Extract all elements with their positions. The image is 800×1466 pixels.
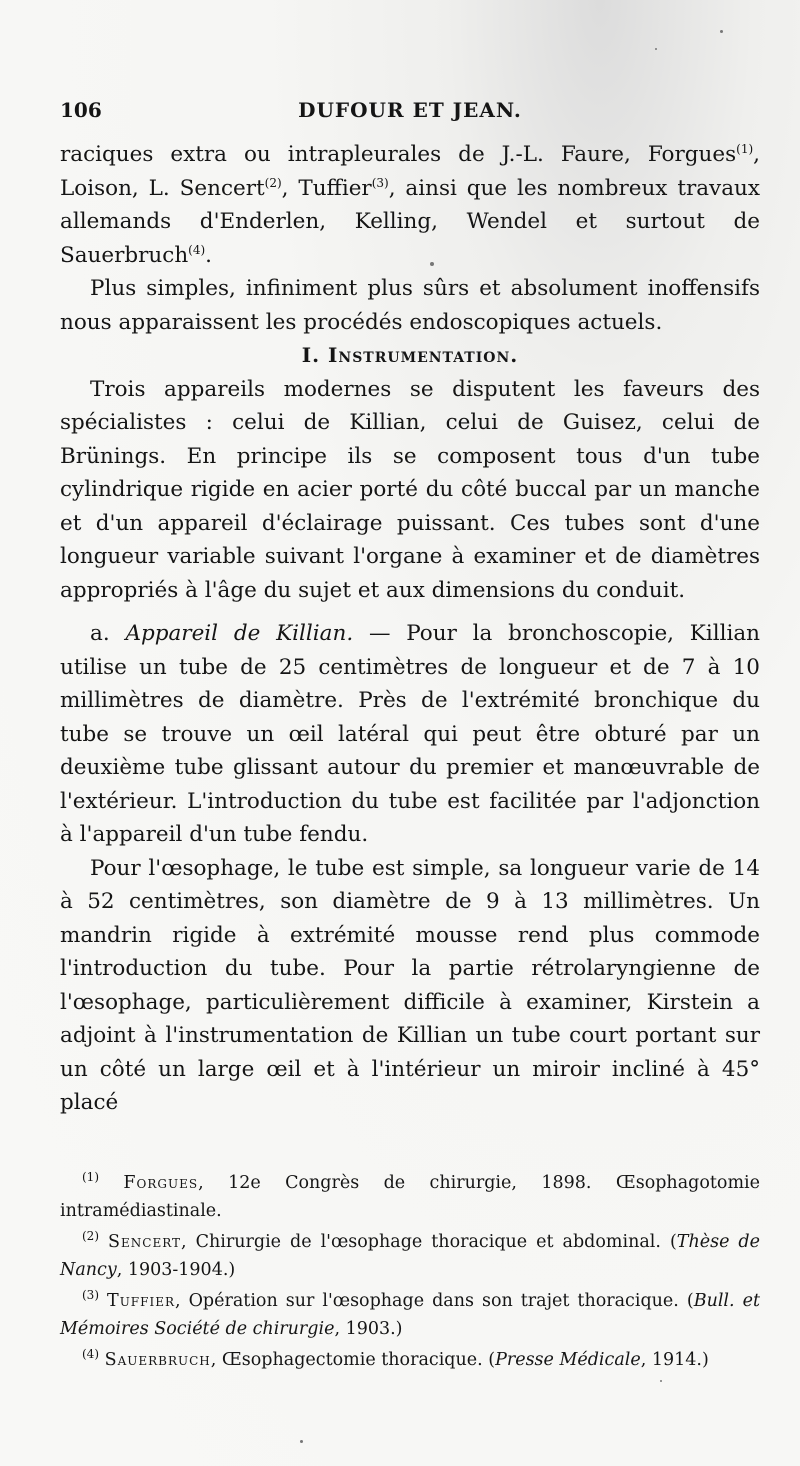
paragraph-4	[60, 617, 760, 852]
paper-speck	[720, 30, 723, 33]
footnote	[60, 1347, 760, 1375]
footnote-ref: (3)	[371, 175, 389, 190]
paper-speck	[660, 1380, 662, 1382]
footnote-text: , 1903-1904.)	[116, 1259, 236, 1280]
footnote-mark: (4)	[82, 1347, 99, 1362]
footnote	[60, 1288, 760, 1343]
footnote-mark: (3)	[82, 1288, 99, 1303]
footnote-ref: (1)	[736, 141, 754, 156]
text-span: raciques extra ou intrapleurales de J.-L. Faure, Forgues	[60, 142, 737, 167]
footnote-author: Forgues	[123, 1173, 199, 1193]
paper-speck	[300, 1440, 303, 1443]
paragraph-5: Pour l'œsophage, le tube est simple, sa longueur varie de 14 à 52 centimètres, son diamètre de 9 à 13 millimètres. Un mandrin rigide à extrémité mousse rend plus commode l'introduction du tube. Pour la partie rétrolaryngienne de l'œsophage, particulièrement difficile à examiner, Kirstein a adjoint à l'instrumentation de Killian un tube court portant sur un côté un large œil et à l'intérieur un miroir incliné à 45° placé	[60, 855, 760, 1115]
paragraph-3: Trois appareils modernes se disputent les faveurs des spécialistes : celui de Killian, celui de Guisez, celui de Brünings. En principe ils se composent tous d'un tube cylindrique rigide en acier porté du côté buccal par un manche et d'un appareil d'éclairage puissant. Ces tubes sont d'une longueur variable suivant l'organe à examiner et de diamètres appropriés à l'âge du sujet et aux dimensions du conduit.	[60, 376, 760, 603]
footnote-mark: (1)	[82, 1170, 99, 1185]
main-text	[60, 138, 760, 1120]
running-head: DUFOUR ET JEAN.	[298, 98, 522, 122]
footnote-text: , 12e Congrès de chirurgie, 1898. Œsophagotomie intramédiastinale.	[60, 1173, 760, 1221]
footnote-mark: (2)	[82, 1229, 99, 1244]
text-span: , ainsi que les nombreux travaux allemands d'Enderlen, Kelling, Wendel et surtout de Sauerbruch	[60, 175, 760, 268]
item-title: Appareil de Killian.	[125, 621, 354, 646]
footnote-text: , 1914.)	[640, 1350, 709, 1370]
page-header	[60, 98, 760, 128]
footnote-author: Tuffier	[107, 1291, 175, 1311]
text-span: — Pour la bronchoscopie, Killian utilise un tube de 25 centimètres de longueur et de 7 à 10 millimètres de diamètre. Près de l'extrémité bronchique du tube se trouve un œil latéral qui peut être obturé par un deuxième tube glissant autour du premier et manœuvrable de l'extérieur. L'introduction du tube est facilitée par l'adjonction à l'appareil d'un tube fendu.	[60, 621, 760, 847]
paper-speck	[655, 48, 657, 50]
paragraph-2: Plus simples, infiniment plus sûrs et absolument inoffensifs nous apparaissent les procédés endoscopiques actuels.	[60, 276, 760, 335]
paragraph-1	[60, 138, 760, 272]
footnotes	[60, 1170, 760, 1379]
footnote	[60, 1229, 760, 1284]
footnote-author: Sauerbruch	[104, 1350, 211, 1370]
footnote-source: Thèse de Nancy	[60, 1232, 760, 1280]
footnote-author: Sencert	[108, 1232, 182, 1252]
item-label: a.	[90, 621, 110, 646]
footnote-ref: (2)	[264, 175, 282, 190]
footnote-source: Bull. et Mémoires Société de chirurgie	[60, 1291, 760, 1339]
footnote-text: , Opération sur l'œsophage dans son trajet thoracique. (	[175, 1291, 694, 1311]
footnote	[60, 1170, 760, 1225]
text-span: , Loison, L. Sencert	[60, 142, 760, 201]
text-span: .	[205, 242, 213, 268]
text-span: , Tuffier	[281, 175, 372, 201]
footnote-text: , 1903.)	[334, 1318, 403, 1339]
footnote-text: , Œsophagectomie thoracique. (	[210, 1350, 496, 1370]
footnote-source: Presse Médicale	[495, 1350, 641, 1370]
section-title: I. Instrumentation.	[301, 343, 519, 367]
page-number: 106	[60, 98, 102, 122]
footnote-ref: (4)	[188, 242, 206, 257]
footnote-text: , Chirurgie de l'œsophage thoracique et abdominal. (	[181, 1232, 677, 1252]
